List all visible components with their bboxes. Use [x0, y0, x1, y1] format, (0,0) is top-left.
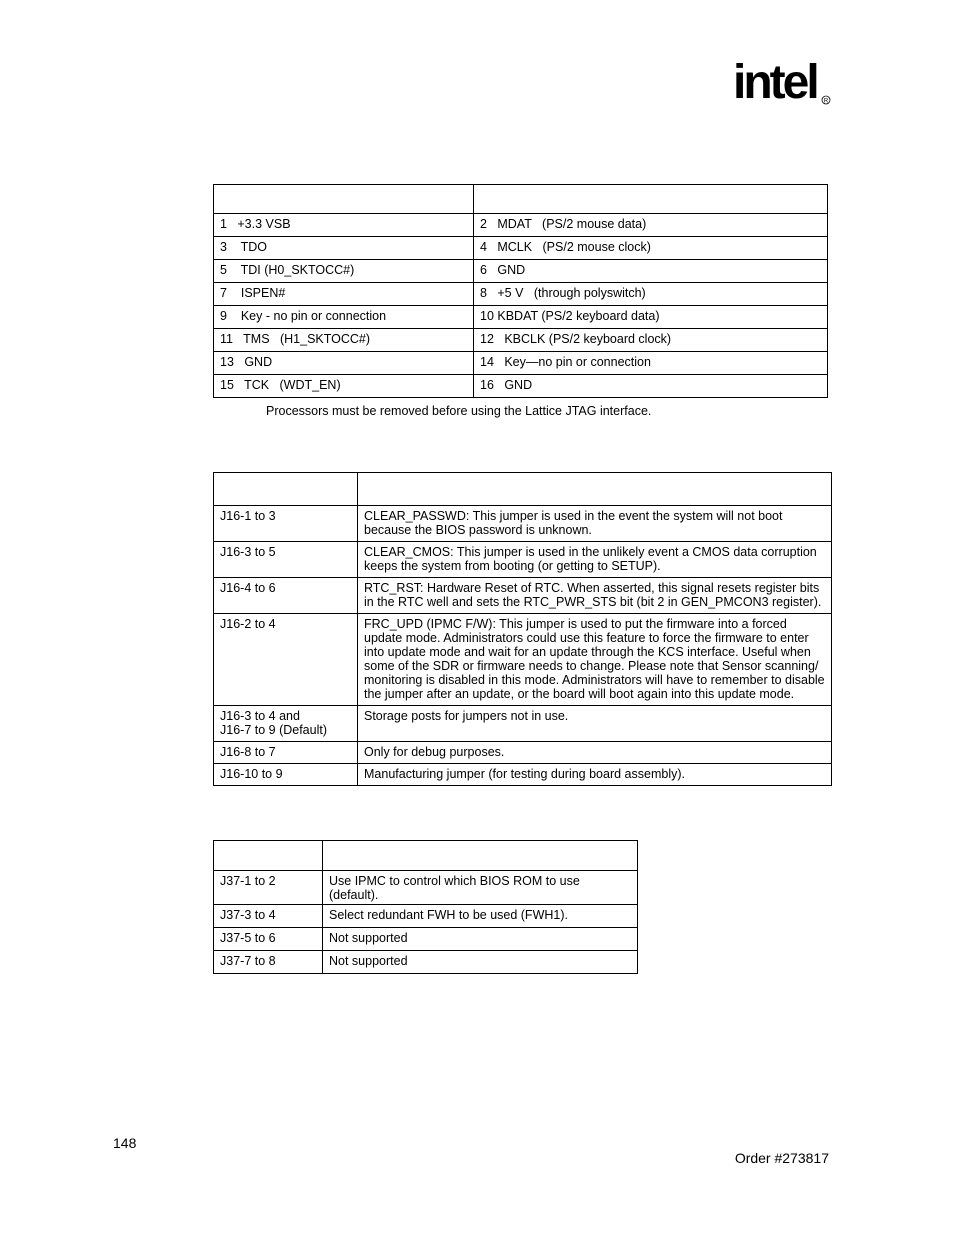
header-cell — [474, 185, 828, 214]
table-cell: 10 KBDAT (PS/2 keyboard data) — [474, 306, 828, 329]
registered-mark: R — [823, 98, 829, 105]
table-cell: J37-3 to 4 — [214, 905, 323, 928]
table-cell: J16-4 to 6 — [214, 578, 358, 614]
table-row — [214, 542, 832, 578]
table-cell: J16-1 to 3 — [214, 506, 358, 542]
table-header-row — [214, 185, 828, 214]
table-cell: J16-2 to 4 — [214, 614, 358, 706]
table-cell: Manufacturing jumper (for testing during board assembly). — [358, 764, 832, 786]
header-cell — [214, 841, 323, 871]
table-row — [214, 742, 832, 764]
table-cell: 1 +3.3 VSB — [214, 214, 474, 237]
table-row — [214, 764, 832, 786]
jtag-header-pinout-table — [213, 184, 828, 398]
table-cell: Use IPMC to control which BIOS ROM to use (default). — [323, 871, 638, 905]
table-row — [214, 306, 828, 329]
table-row — [214, 260, 828, 283]
header-cell — [214, 185, 474, 214]
table-cell: Not supported — [323, 951, 638, 974]
jumper-j16-table — [213, 472, 832, 786]
header-cell — [358, 473, 832, 506]
table-row — [214, 871, 638, 905]
table-cell: J37-5 to 6 — [214, 928, 323, 951]
table-row — [214, 928, 638, 951]
table-cell: 4 MCLK (PS/2 mouse clock) — [474, 237, 828, 260]
table-row — [214, 578, 832, 614]
table-cell: FRC_UPD (IPMC F/W): This jumper is used to put the firmware into a forced update mode. Administrators could use this feature to force the firmware to enter into update mode and wait for an update through the KCS interface. Useful when some of the SDR or firmware needs to change. Please note that Sensor scanning/ monitoring is disabled in this mode. Administrators will have to remember to disable the jumper after an update, or the board will boot again into this update mode. — [358, 614, 832, 706]
table-row — [214, 706, 832, 742]
table-cell: J37-1 to 2 — [214, 871, 323, 905]
table-row — [214, 506, 832, 542]
table-cell: J16-8 to 7 — [214, 742, 358, 764]
order-number: Order #273817 — [734, 1150, 829, 1166]
table-cell: Select redundant FWH to be used (FWH1). — [323, 905, 638, 928]
table-cell: 9 Key - no pin or connection — [214, 306, 474, 329]
jumper-j37-table — [213, 840, 638, 974]
table-cell: Only for debug purposes. — [358, 742, 832, 764]
table-cell: 8 +5 V (through polyswitch) — [474, 283, 828, 306]
page-number: 148 — [113, 1135, 137, 1151]
table-cell: 13 GND — [214, 352, 474, 375]
header-cell — [323, 841, 638, 871]
table-cell: Not supported — [323, 928, 638, 951]
table-cell: 14 Key—no pin or connection — [474, 352, 828, 375]
table-cell: J37-7 to 8 — [214, 951, 323, 974]
table-row — [214, 352, 828, 375]
table-cell: 15 TCK (WDT_EN) — [214, 375, 474, 398]
table-cell: CLEAR_CMOS: This jumper is used in the unlikely event a CMOS data corruption keeps the system from booting (or getting to SETUP). — [358, 542, 832, 578]
table-row — [214, 329, 828, 352]
table-cell: 7 ISPEN# — [214, 283, 474, 306]
table-cell: 6 GND — [474, 260, 828, 283]
table-row — [214, 283, 828, 306]
table-row — [214, 951, 638, 974]
table-cell: 12 KBCLK (PS/2 keyboard clock) — [474, 329, 828, 352]
table-cell: 3 TDO — [214, 237, 474, 260]
table-cell: 16 GND — [474, 375, 828, 398]
table-cell: 2 MDAT (PS/2 mouse data) — [474, 214, 828, 237]
table-row — [214, 375, 828, 398]
table-row — [214, 614, 832, 706]
table-header-row — [214, 473, 832, 506]
table-note: Processors must be removed before using the Lattice JTAG interface. — [266, 404, 652, 418]
table-cell: J16-10 to 9 — [214, 764, 358, 786]
table-cell: 11 TMS (H1_SKTOCC#) — [214, 329, 474, 352]
table-cell: RTC_RST: Hardware Reset of RTC. When asserted, this signal resets register bits in the RTC well and sets the RTC_PWR_STS bit (bit 2 in GEN_PMCON3 register). — [358, 578, 832, 614]
header-cell — [214, 473, 358, 506]
table-header-row — [214, 841, 638, 871]
table-row — [214, 905, 638, 928]
table-cell: J16-3 to 5 — [214, 542, 358, 578]
intel-logo — [733, 58, 833, 120]
table-cell: J16-3 to 4 and J16-7 to 9 (Default) — [214, 706, 358, 742]
table-cell: 5 TDI (H0_SKTOCC#) — [214, 260, 474, 283]
table-cell: CLEAR_PASSWD: This jumper is used in the event the system will not boot because the BIOS password is unknown. — [358, 506, 832, 542]
table-row — [214, 214, 828, 237]
table-row — [214, 237, 828, 260]
table-cell: Storage posts for jumpers not in use. — [358, 706, 832, 742]
logo-wordmark: intel — [733, 58, 817, 109]
